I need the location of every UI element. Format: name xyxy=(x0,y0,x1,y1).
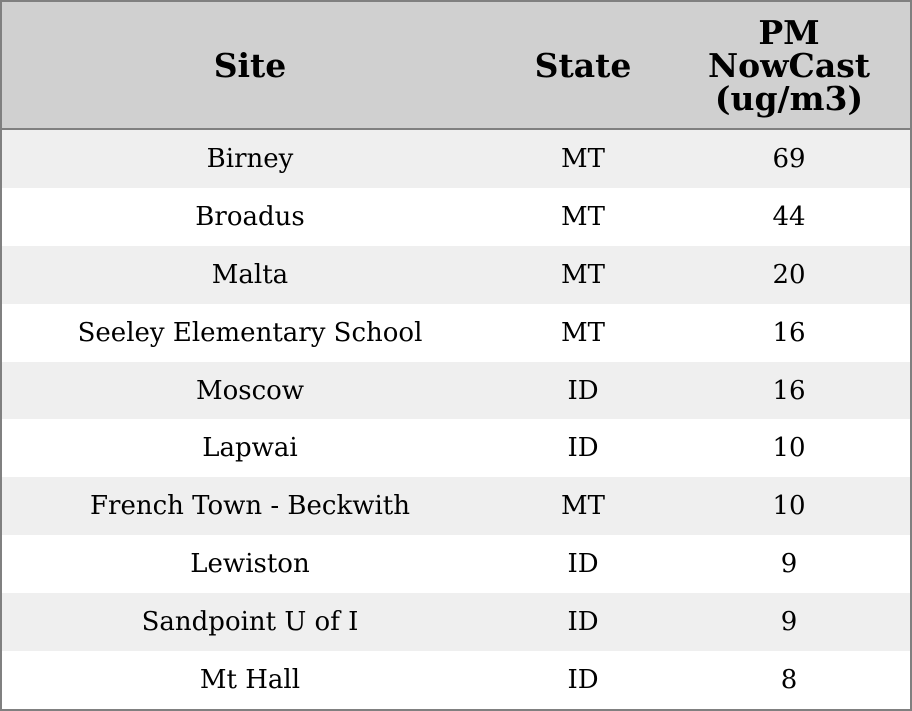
pm-nowcast-table xyxy=(2,2,910,709)
state-cell: MT xyxy=(498,188,668,246)
site-cell: Lapwai xyxy=(2,419,498,477)
table-row xyxy=(2,246,910,304)
pm-cell: 9 xyxy=(668,535,910,593)
pm-cell: 20 xyxy=(668,246,910,304)
table-row xyxy=(2,535,910,593)
state-cell: MT xyxy=(498,304,668,362)
site-cell: Seeley Elementary School xyxy=(2,304,498,362)
header-pm xyxy=(668,2,910,129)
state-cell: ID xyxy=(498,651,668,709)
state-cell: ID xyxy=(498,419,668,477)
header-site: Site xyxy=(2,2,498,129)
state-cell: MT xyxy=(498,129,668,188)
pm-cell: 16 xyxy=(668,304,910,362)
table-row xyxy=(2,304,910,362)
site-cell: Malta xyxy=(2,246,498,304)
table-row xyxy=(2,362,910,420)
site-cell: French Town - Beckwith xyxy=(2,477,498,535)
site-cell: Moscow xyxy=(2,362,498,420)
pm-cell: 69 xyxy=(668,129,910,188)
state-cell: MT xyxy=(498,477,668,535)
header-pm-label: PM NowCast (ug/m3) xyxy=(707,12,871,118)
state-cell: MT xyxy=(498,246,668,304)
pm-cell: 10 xyxy=(668,477,910,535)
state-cell: ID xyxy=(498,362,668,420)
table-header-row xyxy=(2,2,910,129)
pm-cell: 9 xyxy=(668,593,910,651)
state-cell: ID xyxy=(498,535,668,593)
state-cell: ID xyxy=(498,593,668,651)
pm-cell: 10 xyxy=(668,419,910,477)
site-cell: Mt Hall xyxy=(2,651,498,709)
table-row xyxy=(2,593,910,651)
table-row xyxy=(2,129,910,188)
table-row xyxy=(2,188,910,246)
header-state: State xyxy=(498,2,668,129)
site-cell: Lewiston xyxy=(2,535,498,593)
table-row xyxy=(2,477,910,535)
site-cell: Sandpoint U of I xyxy=(2,593,498,651)
site-cell: Birney xyxy=(2,129,498,188)
pm-cell: 8 xyxy=(668,651,910,709)
table-row xyxy=(2,651,910,709)
table-row xyxy=(2,419,910,477)
pm-cell: 16 xyxy=(668,362,910,420)
site-cell: Broadus xyxy=(2,188,498,246)
pm-cell: 44 xyxy=(668,188,910,246)
